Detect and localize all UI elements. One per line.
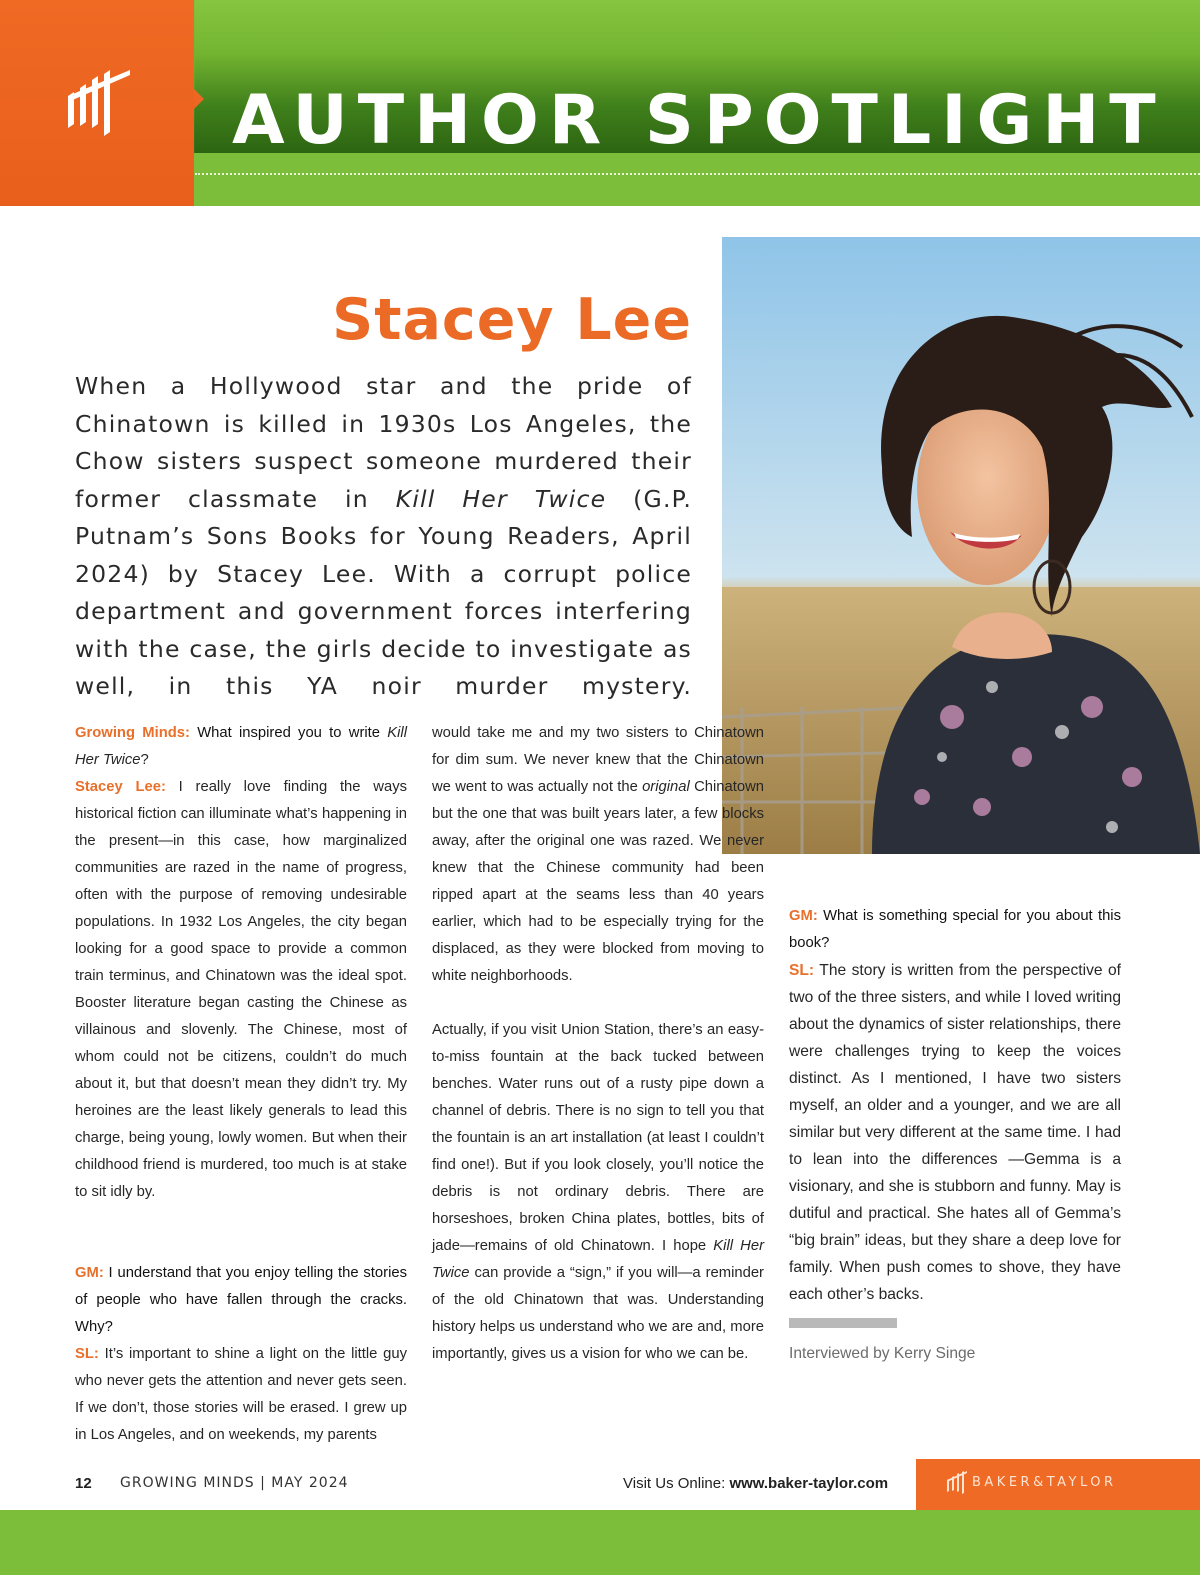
interview-column-1: [75, 720, 407, 1449]
divider-bar: [789, 1318, 897, 1328]
speaker-label: SL:: [75, 1346, 99, 1362]
footer-band: [0, 1510, 1200, 1575]
answer-3: SL: The story is written from the perspective of two of the three sisters, and while I loved writing about the dynamics of sister relationships, there were challenges trying to keep the voices distinct. As I mentioned, I have two sisters myself, an older and a younger, and we are all similar but very different at the same time. I had to lean into the differences —Gemma is a visionary, and she is stubborn and funny. May is dutiful and practical. She hates all of Gemma’s “big brain” ideas, but they share a deep love for family. When push comes to shove, they have each other’s backs.: [789, 962, 1121, 1303]
interviewer-credit: Interviewed by Kerry Singe: [789, 1345, 976, 1362]
question-2: GM: I understand that you enjoy telling the stories of people who have fallen through the cracks. Why?: [75, 1265, 407, 1335]
speaker-label: GM:: [75, 1265, 104, 1281]
speaker-label: Growing Minds:: [75, 725, 190, 741]
speaker-label: SL:: [789, 962, 815, 979]
answer-2-part-2: would take me and my two sisters to Chinatown for dim sum. We never knew that the Chinatown we went to was actually not the original Chinatown but the one that was built years later, a few blocks away, after the original one was razed. We never knew that the Chinese community had been ripped apart at the seams less than 40 years earlier, which had to be especially trying for the displaced, as they were blocked from moving to white neighborhoods.: [432, 725, 764, 984]
visit-online: Visit Us Online: www.baker-taylor.com: [623, 1475, 889, 1492]
interview-column-2: [432, 720, 764, 1368]
speaker-label: Stacey Lee:: [75, 779, 166, 795]
logo-notch: [194, 89, 204, 109]
growing-minds-logo-icon: [64, 66, 134, 138]
website-link[interactable]: www.baker-taylor.com: [729, 1475, 889, 1492]
book-title: Kill Her Twice: [395, 484, 607, 513]
section-title: AUTHOR SPOTLIGHT: [232, 81, 1166, 160]
speaker-label: GM:: [789, 908, 818, 924]
answer-2-part-1: SL: It’s important to shine a light on the little guy who never gets the attention and never gets seen. If we don’t, those stories will be erased. I grew up in Los Angeles, and on weekends, my parents: [75, 1346, 407, 1443]
interview-column-3: [789, 903, 1121, 1367]
header-dotted-line: [195, 173, 1200, 175]
question-3: GM: What is something special for you about this book?: [789, 908, 1121, 951]
brand-name: BAKER&TAYLOR: [972, 1475, 1117, 1490]
baker-taylor-logo-icon: [946, 1470, 968, 1494]
answer-2-part-3: Actually, if you visit Union Station, there’s an easy-to-miss fountain at the back tucked between benches. Water runs out of a rusty pipe down a channel of debris. There is no sign to tell you that the fountain is an art installation (at least I couldn’t find one!). But if you look closely, you’ll notice the debris is not ordinary debris. There are horseshoes, broken China plates, bottles, bits of jade—remains of old Chinatown. I hope Kill Her Twice can provide a “sign,” if you will—a reminder of the old Chinatown that was. Understanding history helps us understand who we are and, more importantly, gives us a vision for who we can be.: [432, 1022, 764, 1362]
article-intro: When a Hollywood star and the pride of Chinatown is killed in 1930s Los Angeles, the Chow sisters suspect someone murdered their former classmate in Kill Her Twice (G.P. Putnam’s Sons Books for Young Readers, April 2024) by Stacey Lee. With a corrupt police department and government forces interfering with the case, the girls decide to investigate as well, in this YA noir murder mystery.: [75, 372, 692, 700]
author-name: Stacey Lee: [332, 287, 692, 353]
publication-name: GROWING MINDS | MAY 2024: [120, 1475, 349, 1491]
answer-1: Stacey Lee: I really love finding the ways historical fiction can illuminate what’s happening in the present—in this case, how marginalized communities are razed in the name of progress, often with the purpose of removing undesirable populations. In 1932 Los Angeles, the city began looking for a good space to provide a common train terminus, and Chinatown was the ideal spot. Booster literature began casting the Chinese as villainous and slovenly. The Chinese, most of whom could not be citizens, couldn’t do much about it, but that doesn’t mean they didn’t try. My heroines are the least likely generals to lead this charge, being young, lowly women. But when their childhood friend is murdered, too much is at stake to sit idly by.: [75, 779, 407, 1200]
question-1: Growing Minds: What inspired you to write Kill Her Twice?: [75, 725, 407, 768]
page-number: 12: [75, 1475, 92, 1492]
author-photo: [722, 237, 1200, 854]
